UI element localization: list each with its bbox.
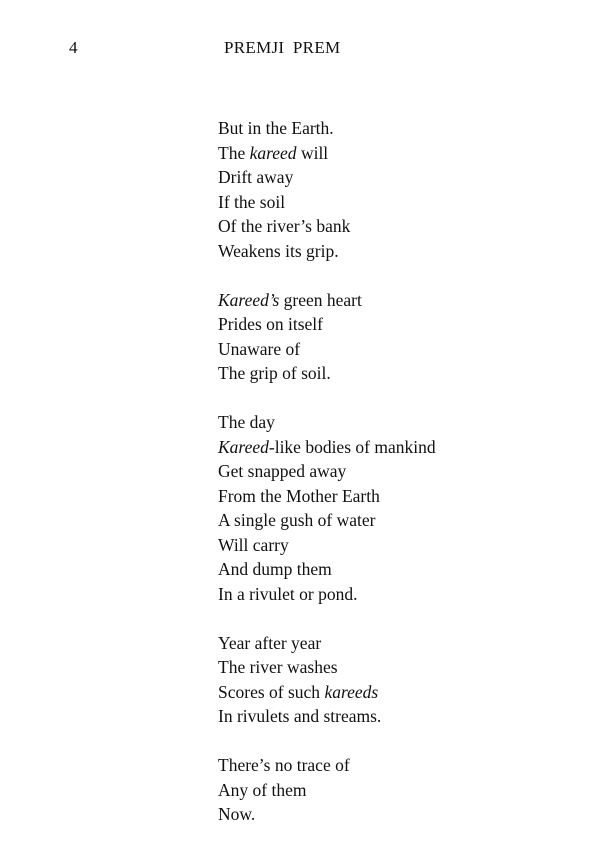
poem-stanza bbox=[218, 410, 578, 606]
line-text: will bbox=[296, 142, 329, 163]
poem-line bbox=[218, 165, 578, 190]
italic-word: Kareed bbox=[218, 436, 269, 457]
italic-word: kareed bbox=[249, 142, 297, 163]
poem-stanza bbox=[218, 753, 578, 827]
line-text: And dump them bbox=[218, 559, 332, 579]
poem-line bbox=[218, 459, 578, 484]
poem-line bbox=[218, 631, 578, 656]
line-text: From the Mother Earth bbox=[218, 485, 380, 506]
poem-line bbox=[218, 312, 578, 337]
poem-line bbox=[218, 214, 578, 239]
poem-stanza bbox=[218, 116, 578, 263]
poem bbox=[218, 116, 578, 851]
poem-line bbox=[218, 753, 578, 778]
line-text: There’s no trace of bbox=[218, 755, 350, 775]
line-text: Get snapped away bbox=[218, 461, 347, 481]
poem-line bbox=[218, 484, 578, 509]
line-text: A single gush of water bbox=[218, 510, 376, 530]
poem-line bbox=[218, 239, 578, 264]
poem-line bbox=[218, 435, 578, 460]
line-text: Prides on itself bbox=[218, 314, 323, 334]
line-text: Drift away bbox=[218, 167, 294, 187]
line-text: In rivulets and streams. bbox=[218, 706, 382, 726]
line-text: The bbox=[218, 142, 250, 163]
poem-line bbox=[218, 508, 578, 533]
poem-line bbox=[218, 582, 578, 607]
line-text: Any of them bbox=[218, 779, 307, 800]
poem-line bbox=[218, 655, 578, 680]
line-text: If the soil bbox=[218, 191, 286, 212]
poem-line bbox=[218, 557, 578, 582]
line-text: Now. bbox=[218, 804, 256, 824]
poem-line bbox=[218, 190, 578, 215]
line-text: Scores of such bbox=[218, 681, 325, 702]
line-text: The river washes bbox=[218, 657, 338, 677]
line-text: Of the river’s bank bbox=[218, 216, 351, 236]
italic-word: kareeds bbox=[324, 681, 379, 702]
poem-line bbox=[218, 288, 578, 313]
poem-stanza bbox=[218, 631, 578, 729]
line-text: Will carry bbox=[218, 534, 289, 555]
line-text: The day bbox=[218, 412, 275, 432]
line-text: Weakens its grip. bbox=[218, 240, 339, 261]
poem-line bbox=[218, 680, 578, 705]
poem-line bbox=[218, 361, 578, 386]
line-text: Unaware of bbox=[218, 338, 301, 359]
line-text: green heart bbox=[279, 289, 362, 310]
poem-line bbox=[218, 410, 578, 435]
poem-stanza bbox=[218, 288, 578, 386]
poem-line bbox=[218, 116, 578, 141]
line-text: -like bodies of mankind bbox=[268, 436, 436, 457]
line-text: In a rivulet or pond. bbox=[218, 583, 358, 604]
poem-line bbox=[218, 533, 578, 558]
poem-line bbox=[218, 141, 578, 166]
poem-line bbox=[218, 704, 578, 729]
line-text: The grip of soil. bbox=[218, 363, 331, 383]
poem-line bbox=[218, 337, 578, 362]
poem-line bbox=[218, 778, 578, 803]
line-text: Year after year bbox=[218, 632, 322, 653]
running-head: PREMJI PREM bbox=[224, 38, 341, 57]
page-number: 4 bbox=[69, 38, 78, 57]
line-text: But in the Earth. bbox=[218, 118, 334, 138]
poem-line bbox=[218, 802, 578, 827]
italic-word: Kareed’s bbox=[218, 289, 280, 310]
